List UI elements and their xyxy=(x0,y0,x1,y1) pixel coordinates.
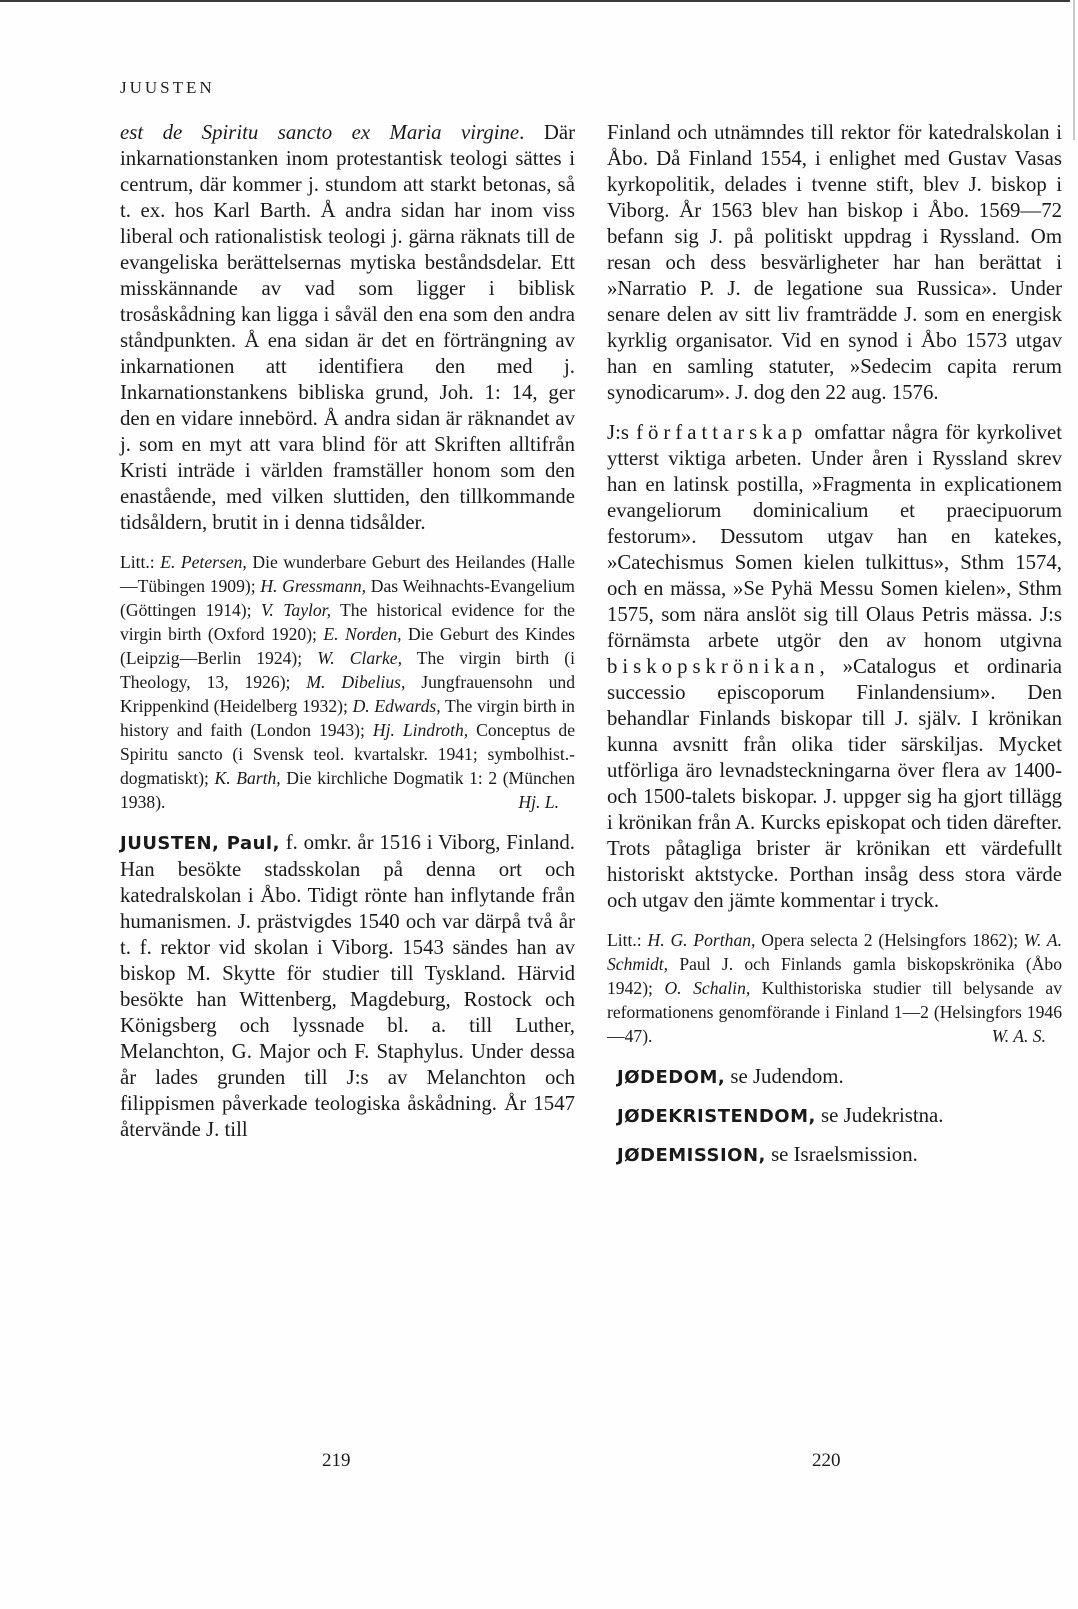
article-paragraph: Finland och utnämndes till rektor för katedralskolan i Åbo. Då Finland 1554, i enlighet med Gustav Vasas kyrkopolitik, delades i tvenne stift, blev J. biskop i Viborg. År 1563 blev han biskop i Åbo. 1569—72 befann sig J. på politiskt uppdrag i Ryssland. Om resan och dess besvärligheter har han berättat i »Narratio P. J. de legatione sua Russica». Under senare delen av sitt liv framträdde J. som en energisk kyrklig organisator. Vid en synod i Åbo 1573 utgav han en samling statuter, »Sedecim capita rerum synodicarum». J. dog den 22 aug. 1576. xyxy=(607,121,1062,404)
literature-author: W. Clarke, xyxy=(317,648,403,668)
xref-headword: JØDEDOM, xyxy=(617,1067,726,1088)
entry-text: f. omkr. år 1516 i Viborg, Finland. Han besökte stadsskolan på denna ort och katedralskolan i Åbo. Tidigt rönte han inflytande från humanismen. J. prästvigdes 1540 och var därpå två år t. f. rektor vid skolan i Viborg. 1543 sändes han av biskop M. Skytte för studier till Tyskland. Härvid besökte han Wittenberg, Magdeburg, Rostock och Königsberg och lyssnade bl. a. till Luther, Melanchton, G. Major och F. Staphylus. Under dessa år lades grunden till J:s av Melanchton och filippismen påverkade teologiska åskådning. År 1547 återvände J. till xyxy=(120,831,575,1141)
literature-author: H. G. Porthan, xyxy=(647,930,756,950)
xref-headword: JØDEKRISTENDOM, xyxy=(617,1106,816,1127)
literature-title: Paul J. och Finlands gamla biskopskrönika (Åbo 1942); xyxy=(607,954,1062,998)
literature-author: H. Gressmann, xyxy=(260,576,367,596)
literature-title: Die Geburt des Kindes (Leipzig—Berlin 1924); xyxy=(120,624,575,668)
literature-title: Das Weihnachts-Evangelium (Göttingen 1914); xyxy=(120,576,575,620)
cross-reference xyxy=(617,1142,1062,1169)
spaced-term: biskopskrönikan xyxy=(607,655,820,678)
right-column xyxy=(607,120,1062,1181)
literature-author: V. Taylor, xyxy=(260,600,331,620)
article-paragraph: est de Spiritu sancto ex Maria virgine. Där inkarnationstanken inom protestantisk teologi sättes i centrum, där kommer j. stundom att starkt betonas, så t. ex. hos Karl Barth. Å andra sidan har inom viss liberal och rationalistisk teologi j. gärna räknats till de evangeliska berättelsernas mytiska beståndsdelar. Ett misskännande av vad som ligger i biblisk trosåskådning kan ligga i såväl den ena som den andra ståndpunkten. Å ena sidan är det en förträngning av inkarnationen att identifiera den med j. Inkarnationstankens bibliska grund, Joh. 1: 14, ger den en vidare innebörd. Å andra sidan är räknandet av j. som en myt att vara blind för att Skriften alltifrån Kristi inträde i världen framställer honom som den enastående, med vilken sluttiden, den tillkommande tidsåldern, brutit in i denna tidsålder. xyxy=(120,121,575,534)
left-column xyxy=(120,120,575,1157)
entry-headword: JUUSTEN, Paul, xyxy=(120,833,280,854)
running-head: JUUSTEN xyxy=(120,78,215,97)
xref-target: se Judendom. xyxy=(725,1065,844,1088)
author-signature: Hj. L. xyxy=(518,792,559,812)
entry-juusten-paul xyxy=(120,830,575,1143)
literature-author: W. A. Schmidt, xyxy=(607,930,1062,974)
literature-title: Die kirchliche Dogmatik 1: 2 (München 1938). xyxy=(120,768,576,812)
literature-author: Hj. Lindroth, xyxy=(372,720,469,740)
literature-author: E. Petersen, xyxy=(160,552,247,572)
literature-author: M. Dibelius, xyxy=(306,672,406,692)
cross-references xyxy=(607,1064,1062,1169)
article-paragraph-works: J:s författarskap omfattar några för kyrkolivet ytterst viktiga arbeten. Under åren i Ryssland skrev han en latinsk postilla, »Fragmenta in explicationem evangeliorum dominicalium et praecipuorum festorum». Dessutom utgav han en katekes, »Catechismus Somen kielen tulkittus», Sthm 1574, och en mässa, »Se Pyhä Messu Somen kielen», Sthm 1575, som nära anslöt sig till Olaus Petris mässa. J:s förnämsta arbete utgör den av honom utgivna biskopskrönikan, »Catalogus et ordinaria successio episcoporum Finlandensium». Den behandlar Finlands biskopar till J. själv. I krönikan kunna avsnitt från olika tider särskiljas. Mycket utförliga äro levnadsteckningarna över flera av 1400- och 1500-talets biskopar. J. uppger sig ha gjort tillägg i krönikan från A. Kurcks episkopat och tiden därefter. Trots påtagliga brister är krönikan ett värdefullt historiskt aktstycke. Porthan insåg dess stora värde och utgav den jämte kommentar i tryck. xyxy=(607,421,1063,912)
xref-target: se Israelsmission. xyxy=(765,1143,918,1166)
literature-author: K. Barth, xyxy=(214,768,281,788)
xref-headword: JØDEMISSION, xyxy=(617,1145,766,1166)
latin-phrase: est de Spiritu sancto ex Maria virgine xyxy=(120,121,520,144)
literature-author: O. Schalin, xyxy=(664,978,751,998)
literature-author: E. Norden, xyxy=(323,624,402,644)
literature-title: The historical evidence for the virgin birth (Oxford 1920); xyxy=(120,600,575,644)
literature-list: Litt.: H. G. Porthan, Opera selecta 2 (Helsingfors 1862); W. A. Schmidt, Paul J. och Finlands gamla biskopskrönika (Åbo 1942); O. Schalin, Kulthistoriska studier till belysande av reformationens genomförande i Finland 1—2 (Helsingfors 1946—47). W. A. S. xyxy=(607,930,1062,1046)
page-number-right: 220 xyxy=(812,1450,841,1471)
literature-author: D. Edwards, xyxy=(352,696,441,716)
page-top-edge xyxy=(0,0,1070,2)
literature-title: Jungfrauensohn und Krippenkind (Heidelberg 1932); xyxy=(120,672,576,716)
page-number-left: 219 xyxy=(322,1450,351,1471)
literature-title: Die wunderbare Geburt des Heilandes (Halle—Tübingen 1909); xyxy=(120,552,575,596)
literature-title: The virgin birth (i Theology, 13, 1926); xyxy=(120,648,576,692)
author-signature: W. A. S. xyxy=(991,1026,1046,1046)
page-right-edge xyxy=(1073,0,1075,140)
literature-title: Kulthistoriska studier till belysande av reformationens genomförande i Finland 1—2 (Helsingfors 1946—47). xyxy=(607,978,1062,1046)
cross-reference xyxy=(617,1064,1062,1091)
xref-target: se Judekristna. xyxy=(815,1104,944,1127)
spaced-term: författarskap xyxy=(636,421,808,444)
literature-title: Opera selecta 2 (Helsingfors 1862); xyxy=(755,930,1024,950)
literature-title: The virgin birth in history and faith (London 1943); xyxy=(120,696,575,740)
literature-title: Conceptus de Spiritu sancto (i Svensk teol. kvartalskr. 1941; symbolhist.-dogmatiskt); xyxy=(120,720,575,788)
literature-list: Litt.: E. Petersen, Die wunderbare Geburt des Heilandes (Halle—Tübingen 1909); H. Gressmann, Das Weihnachts-Evangelium (Göttingen 1914); V. Taylor, The historical evidence for the virgin birth (Oxford 1920); E. Norden, Die Geburt des Kindes (Leipzig—Berlin 1924); W. Clarke, The virgin birth (i Theology, 13, 1926); M. Dibelius, Jungfrauensohn und Krippenkind (Heidelberg 1932); D. Edwards, The virgin birth in history and faith (London 1943); Hj. Lindroth, Conceptus de Spiritu sancto (i Svensk teol. kvartalskr. 1941; symbolhist.-dogmatiskt); K. Barth, Die kirchliche Dogmatik 1: 2 (München 1938). Hj. L. xyxy=(120,552,576,812)
cross-reference xyxy=(617,1103,1062,1130)
